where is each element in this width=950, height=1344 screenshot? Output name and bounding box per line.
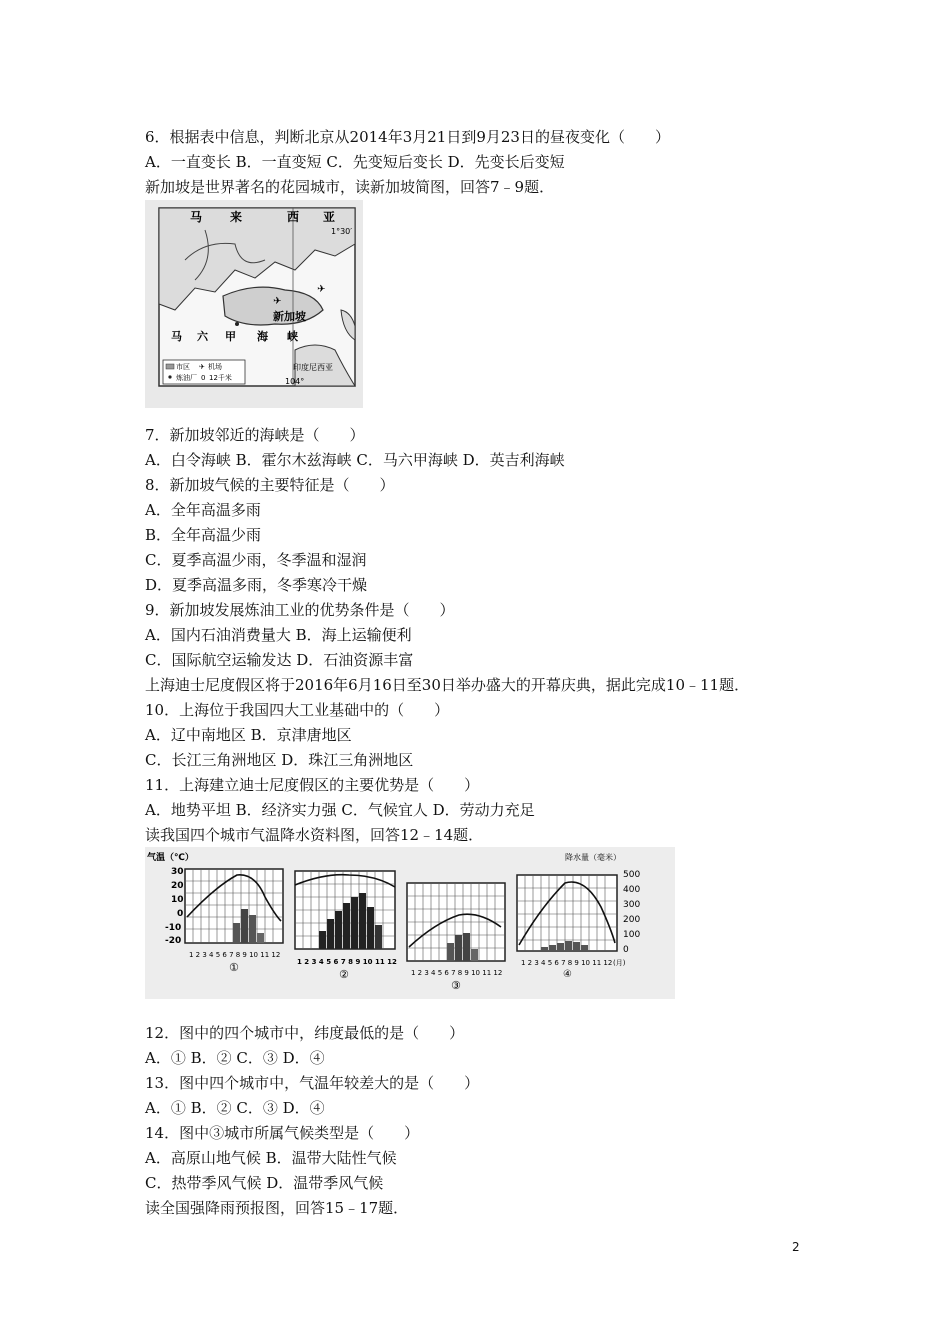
temp-axis-label: 气温（℃） (147, 853, 194, 863)
precip-tick: 300 (623, 900, 641, 910)
question-12: 12．图中的四个城市中，纬度最低的是（ ） (145, 1024, 465, 1042)
temp-tick: 10 (171, 895, 184, 905)
q13-options: A．① B．② C．③ D．④ (145, 1099, 325, 1117)
q12-options: A．① B．② C．③ D．④ (145, 1049, 325, 1067)
intro-10-11: 上海迪士尼度假区将于2016年6月16日至30日举办盛大的开幕庆典，据此完成10﹣11题． (145, 676, 750, 694)
legend-scale-zero: 0 (201, 374, 206, 382)
map-strait-char: 六 (197, 330, 208, 343)
legend-airport: 机场 (208, 363, 222, 371)
svg-text:✈: ✈ (317, 284, 326, 295)
precip-tick: 500 (623, 870, 641, 880)
map-strait-char: 甲 (225, 330, 236, 343)
question-9: 9．新加坡发展炼油工业的优势条件是（ ） (145, 601, 455, 619)
q10-options-ab: A．辽中南地区 B．京津唐地区 (145, 726, 352, 744)
precip-tick: 100 (623, 930, 641, 940)
question-7: 7．新加坡邻近的海峡是（ ） (145, 426, 365, 444)
q10-options-cd: C．长江三角洲地区 D．珠江三角洲地区 (145, 751, 414, 769)
legend-refinery: 炼油厂 (176, 374, 197, 382)
intro-15-17: 读全国强降雨预报图，回答15﹣17题． (145, 1199, 409, 1217)
q7-options: A．白令海峡 B．霍尔木兹海峡 C．马六甲海峡 D．英吉利海峡 (145, 451, 565, 469)
chart-label-2: ② (339, 968, 349, 981)
q14-options-ab: A．高原山地气候 B．温带大陆性气候 (145, 1149, 397, 1167)
chart-label-3: ③ (451, 979, 461, 992)
map-strait-char: 峡 (287, 330, 298, 343)
map-strait-char: 马 (171, 330, 182, 343)
q8-option-b: B．全年高温少雨 (145, 526, 262, 544)
map-country-char: 来 (230, 210, 243, 224)
map-latitude: 1°30′ (331, 227, 353, 236)
precip-tick: 200 (623, 915, 641, 925)
temp-tick: 20 (171, 881, 184, 891)
temp-tick: 0 (177, 909, 184, 919)
legend-urban: 市区 (176, 363, 190, 371)
precip-axis-label: 降水量（毫米） (565, 853, 621, 862)
legend-scale: 12千米 (209, 374, 232, 382)
climate-chart-3 (407, 883, 505, 992)
question-10: 10．上海位于我国四大工业基础中的（ ） (145, 701, 450, 719)
map-country-char: 马 (190, 210, 203, 224)
months-axis: 1 2 3 4 5 6 7 8 9 10 11 12 (297, 958, 397, 966)
map-country-char: 亚 (323, 210, 336, 224)
singapore-map (145, 200, 363, 408)
months-axis: 1 2 3 4 5 6 7 8 9 10 11 12 (411, 969, 503, 977)
precip-tick: 400 (623, 885, 641, 895)
q6-options: A．一直变长 B．一直变短 C．先变短后变长 D．先变长后变短 (145, 153, 565, 171)
svg-text:✈: ✈ (273, 296, 282, 307)
climate-chart-2 (295, 871, 397, 981)
intro-12-14: 读我国四个城市气温降水资料图，回答12﹣14题． (145, 826, 484, 844)
q8-option-d: D．夏季高温多雨，冬季寒冷干燥 (145, 576, 368, 594)
question-6: 6．根据表中信息，判断北京从2014年3月21日到9月23日的昼夜变化（ ） (145, 128, 670, 146)
map-strait-char: 海 (257, 330, 268, 343)
months-axis: 1 2 3 4 5 6 7 8 9 10 11 12 (189, 951, 281, 959)
temp-tick: -10 (165, 923, 182, 933)
chart-label-4: ④ (563, 969, 572, 980)
q8-option-a: A．全年高温多雨 (145, 501, 261, 519)
precip-tick: 0 (623, 945, 629, 955)
q14-options-cd: C．热带季风气候 D．温带季风气候 (145, 1174, 384, 1192)
question-11: 11．上海建立迪士尼度假区的主要优势是（ ） (145, 776, 480, 794)
map-indonesia: 印度尼西亚 (293, 363, 333, 372)
temp-tick: -20 (165, 936, 182, 946)
map-country-char: 西 (287, 210, 300, 224)
month-unit: (月) (613, 959, 626, 967)
q9-options-ab: A．国内石油消费量大 B．海上运输便利 (145, 626, 412, 644)
chart-label-1: ① (229, 961, 239, 974)
airport-icon: ✈ (199, 363, 205, 371)
map-city-label: 新加坡 (273, 310, 306, 323)
question-8: 8．新加坡气候的主要特征是（ ） (145, 476, 395, 494)
map-longitude: 104° (285, 377, 305, 386)
q9-options-cd: C．国际航空运输发达 D．石油资源丰富 (145, 651, 414, 669)
climate-chart-1 (185, 869, 283, 974)
question-14: 14．图中③城市所属气候类型是（ ） (145, 1124, 420, 1142)
q8-option-c: C．夏季高温少雨，冬季温和湿润 (145, 551, 367, 569)
intro-7-9: 新加坡是世界著名的花园城市，读新加坡简图，回答7﹣9题． (145, 178, 555, 196)
months-axis: 1 2 3 4 5 6 7 8 9 10 11 12 (521, 959, 613, 967)
temp-tick: 30 (171, 867, 184, 877)
q11-options: A．地势平坦 B．经济实力强 C．气候宜人 D．劳动力充足 (145, 801, 535, 819)
page-number: 2 (792, 1240, 800, 1254)
climate-charts-figure (145, 847, 675, 999)
question-13: 13．图中四个城市中，气温年较差大的是（ ） (145, 1074, 480, 1092)
